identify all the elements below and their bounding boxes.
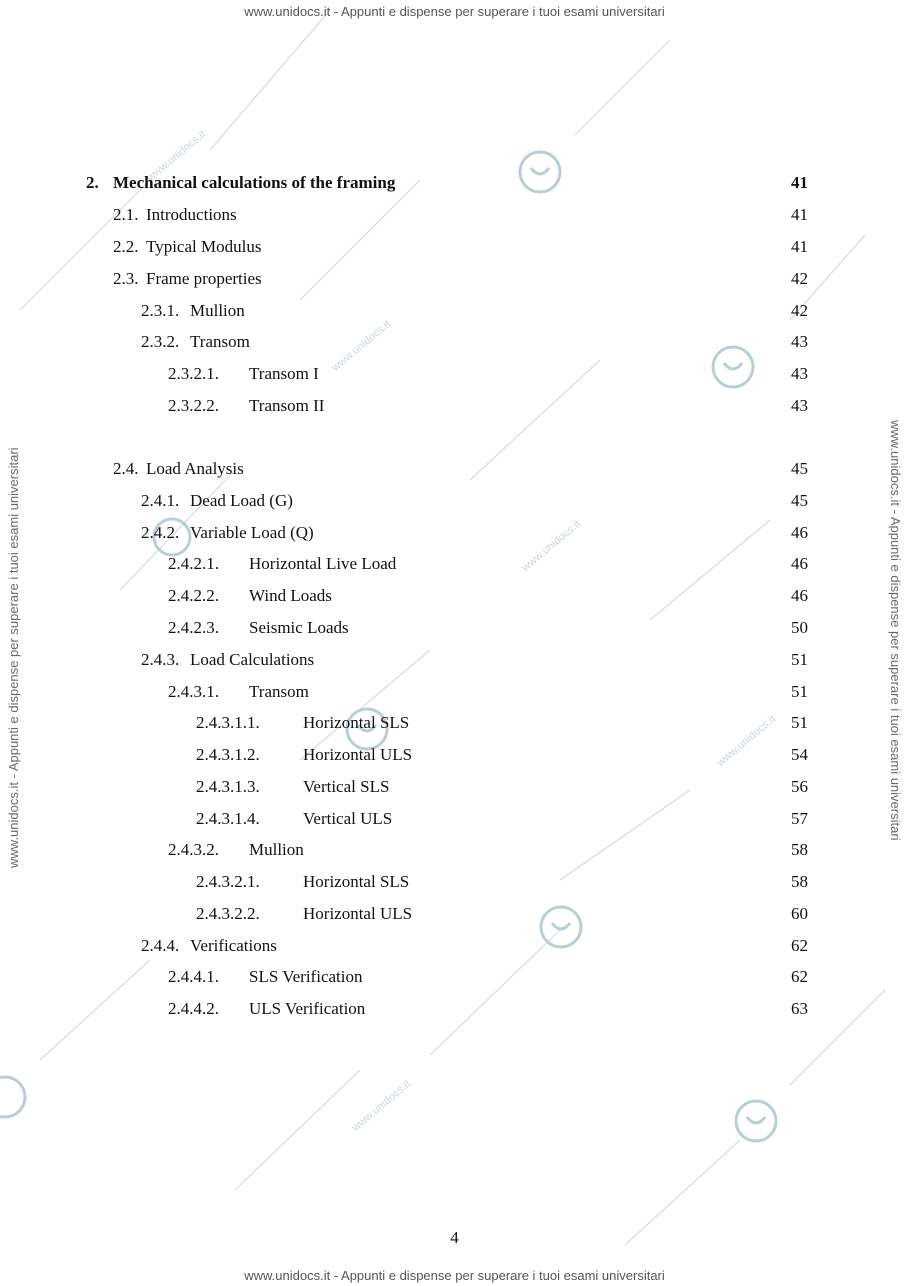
toc-entry-page: 41 [791, 237, 808, 256]
toc-entry[interactable] [0, 457, 909, 481]
toc-entry-page: 43 [791, 396, 808, 415]
toc-entry-page: 42 [791, 301, 808, 320]
toc-entry-title: Vertical ULS [303, 809, 393, 828]
toc-entry-title: Load Calculations [190, 650, 315, 669]
toc-entry-number: 2.1. [113, 205, 139, 224]
toc-entry-number: 2.4.4. [141, 936, 180, 955]
toc-entry[interactable] [0, 235, 909, 259]
toc-entry-title: Introductions [146, 205, 237, 224]
toc-entry-number: 2.3.2.1. [168, 364, 219, 383]
toc-entry-title: Mullion [190, 301, 245, 320]
watermark-diagonal: www.unidocs.it [349, 1078, 414, 1134]
toc-entry-title: Transom II [249, 396, 325, 415]
toc-entry-title: Wind Loads [249, 586, 332, 605]
toc-entry[interactable] [0, 203, 909, 227]
toc-entry-title: Transom I [249, 364, 319, 383]
toc-entry-number: 2.4.2.1. [168, 554, 219, 573]
watermark-banner-top: www.unidocs.it - Appunti e dispense per superare i tuoi esami universitari [244, 4, 665, 19]
toc-entry-number: 2.4.4.2. [168, 999, 219, 1018]
toc-entry-page: 51 [791, 682, 808, 701]
toc-entry-page: 46 [791, 523, 808, 542]
toc-entry-title: Load Analysis [146, 459, 244, 478]
toc-entry-number: 2.4. [113, 459, 139, 478]
toc-entry-title: Variable Load (Q) [190, 523, 314, 542]
toc-entry-title: Horizontal SLS [303, 713, 410, 732]
toc-entry[interactable] [0, 489, 909, 513]
toc-entry-number: 2.4.2. [141, 523, 180, 542]
toc-entry-number: 2.4.1. [141, 491, 180, 510]
toc-entry-number: 2.4.3. [141, 650, 180, 669]
toc-entry[interactable] [0, 680, 909, 704]
watermark-diagonal: www.unidocs.it [519, 518, 584, 574]
toc-entry-number: 2.3.2.2. [168, 396, 219, 415]
toc-entry-page: 46 [791, 554, 808, 573]
toc-entry-title: ULS Verification [249, 999, 366, 1018]
toc-entry-page: 45 [791, 459, 808, 478]
toc-entry[interactable] [0, 362, 909, 386]
toc-entry-page: 62 [791, 936, 808, 955]
toc-entry[interactable] [0, 171, 909, 195]
watermark-diagonal: www.unidocs.it [144, 128, 209, 184]
toc-entry-number: 2.4.3.2.1. [196, 872, 260, 891]
toc-entry[interactable] [0, 870, 909, 894]
toc-entry-title: Frame properties [146, 269, 262, 288]
toc-entry[interactable] [0, 775, 909, 799]
toc-entry[interactable] [0, 934, 909, 958]
toc-entry-title: Dead Load (G) [190, 491, 293, 510]
toc-entry-title: Mechanical calculations of the framing [113, 173, 396, 192]
toc-entry-page: 46 [791, 586, 808, 605]
toc-entry-number: 2.3.1. [141, 301, 180, 320]
toc-entry-page: 58 [791, 872, 808, 891]
toc-entry[interactable] [0, 299, 909, 323]
watermark-banner-bottom: www.unidocs.it - Appunti e dispense per superare i tuoi esami universitari [244, 1268, 665, 1283]
toc-entry-title: Typical Modulus [146, 237, 262, 256]
toc-entry[interactable] [0, 965, 909, 989]
toc-entry-title: Horizontal ULS [303, 745, 413, 764]
toc-entry-number: 2.4.3.1.1. [196, 713, 260, 732]
toc-entry-number: 2.2. [113, 237, 139, 256]
toc-entry-page: 57 [791, 809, 808, 828]
toc-entry-title: Verifications [190, 936, 277, 955]
toc-entry[interactable] [0, 807, 909, 831]
toc-entry[interactable] [0, 616, 909, 640]
toc-entry-page: 42 [791, 269, 808, 288]
toc-entry-page: 60 [791, 904, 808, 923]
toc-entry-page: 51 [791, 650, 808, 669]
toc-entry[interactable] [0, 838, 909, 862]
toc-entry-number: 2.4.3.2.2. [196, 904, 260, 923]
toc-entry-title: SLS Verification [249, 967, 363, 986]
toc-entry-number: 2.4.3.2. [168, 840, 219, 859]
toc-entry-page: 43 [791, 332, 808, 351]
toc-entry-page: 41 [791, 205, 808, 224]
toc-entry[interactable] [0, 711, 909, 735]
toc-entry-title: Horizontal SLS [303, 872, 410, 891]
toc-entry-page: 62 [791, 967, 808, 986]
toc-entry-number: 2. [86, 173, 99, 192]
toc-entry-number: 2.3.2. [141, 332, 180, 351]
toc-entry[interactable] [0, 648, 909, 672]
toc-entry-page: 50 [791, 618, 808, 637]
toc-entry[interactable] [0, 330, 909, 354]
toc-entry[interactable] [0, 552, 909, 576]
toc-entry-page: 54 [791, 745, 808, 764]
toc-entry[interactable] [0, 584, 909, 608]
watermark-side-right: www.unidocs.it - Appunti e dispense per superare i tuoi esami universitari [888, 420, 903, 841]
toc-entry[interactable] [0, 997, 909, 1021]
toc-entry-number: 2.4.3.1. [168, 682, 219, 701]
toc-entry-title: Horizontal ULS [303, 904, 413, 923]
toc-entry-title: Horizontal Live Load [249, 554, 397, 573]
toc-entry-page: 51 [791, 713, 808, 732]
toc-entry-title: Transom [190, 332, 250, 351]
toc-entry[interactable] [0, 394, 909, 418]
toc-entry-number: 2.4.3.1.3. [196, 777, 260, 796]
toc-entry-number: 2.4.3.1.4. [196, 809, 260, 828]
toc-entry-page: 45 [791, 491, 808, 510]
toc-entry-title: Transom [249, 682, 309, 701]
toc-entry-page: 41 [791, 173, 808, 192]
toc-entry[interactable] [0, 902, 909, 926]
page-number: 4 [450, 1228, 459, 1247]
toc-entry-number: 2.4.4.1. [168, 967, 219, 986]
toc-entry-number: 2.4.2.3. [168, 618, 219, 637]
toc-entry-number: 2.3. [113, 269, 139, 288]
toc-entry-page: 56 [791, 777, 808, 796]
toc-entry-title: Vertical SLS [303, 777, 390, 796]
toc-entry-title: Mullion [249, 840, 304, 859]
toc-entry-page: 43 [791, 364, 808, 383]
toc-entry[interactable] [0, 267, 909, 291]
toc-entry-page: 58 [791, 840, 808, 859]
toc-entry[interactable] [0, 743, 909, 767]
watermark-diagonal: www.unidocs.it [714, 713, 779, 769]
watermark-side-left: www.unidocs.it - Appunti e dispense per superare i tuoi esami universitari [6, 447, 21, 868]
toc-entry-title: Seismic Loads [249, 618, 349, 637]
toc-entry-number: 2.4.3.1.2. [196, 745, 260, 764]
watermark-diagonal: www.unidocs.it [329, 318, 394, 374]
toc-entry-number: 2.4.2.2. [168, 586, 219, 605]
toc-entry-page: 63 [791, 999, 808, 1018]
toc-entry[interactable] [0, 521, 909, 545]
